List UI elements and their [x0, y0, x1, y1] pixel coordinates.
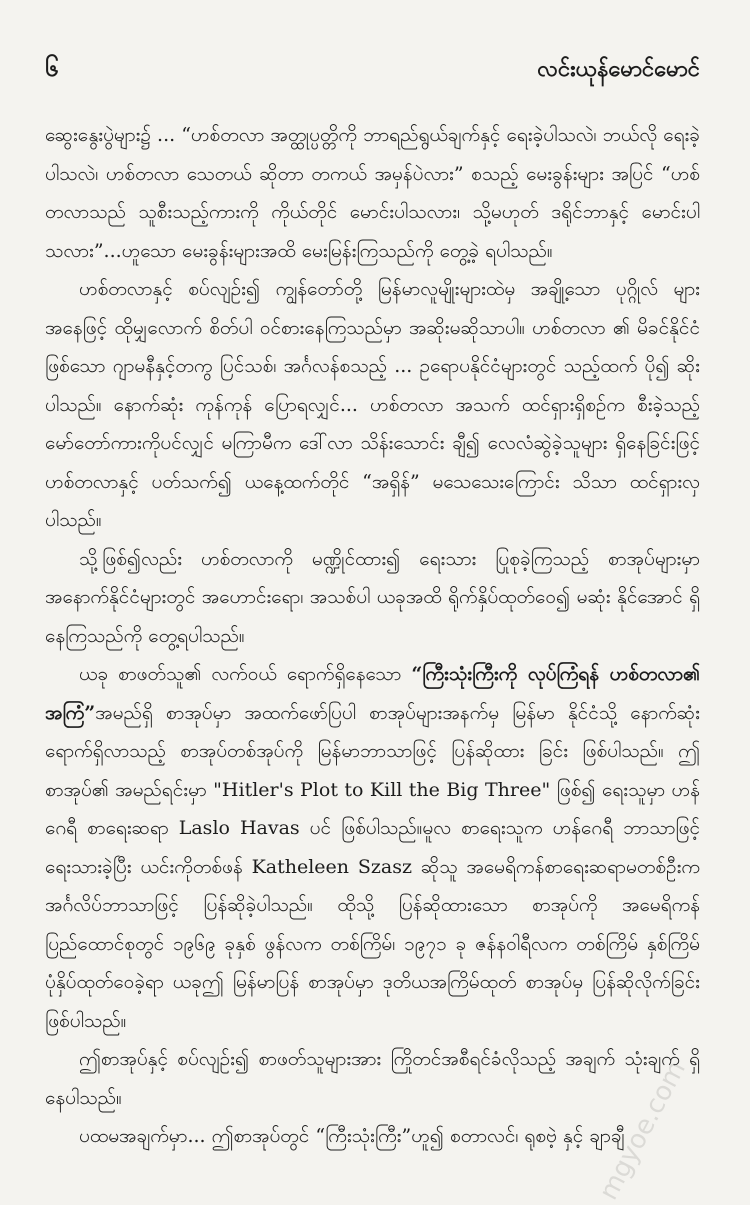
- paragraph-p1: [45, 116, 700, 270]
- page-header: [45, 52, 700, 106]
- watermark: mgyoe.com: [593, 1055, 692, 1205]
- page-number: ၆: [45, 53, 59, 82]
- paragraph-text: ပထမအချက်မှာ... ဤစာအုပ်တွင် “ကြီးသုံးကြီး”ဟူ၍ စတာလင်၊ ရုစဗဲ့ နှင့် ချာချီ: [79, 1125, 625, 1147]
- body-text: [45, 116, 700, 1156]
- paragraph-text: ဟစ်တလာနှင့် စပ်လျဉ်း၍ ကျွန်တော်တို့ မြန်မာလူမျိုးများထဲမှ အချို့သော ပုဂ္ဂိုလ် များအနေဖြင့် ထိုမျှလောက် စိတ်ပါ ဝင်စားနေကြသည်မှာ အဆိုးမဆိုသာပါ။ ဟစ်တလာ ၏ မိခင်နိုင်ငံ ဖြစ်သော ဂျာမနီနှင့်တကွ ပြင်သစ်၊ အင်္ဂလန်စသည့် ... ဥရောပနိုင်ငံများတွင် သည့်ထက် ပို၍ ဆိုးပါသည်။ နောက်ဆုံး ကုန်ကုန် ပြောရလျှင်... ဟစ်တလာ အသက် ထင်ရှားရှိစဉ်က စီးခဲ့သည့် မော်တော်ကားကိုပင်လျှင် မကြာမီက ဒေါ်လာ သိန်းသောင်း ချီ၍ လေလံဆွဲခဲ့သူများ ရှိနေခြင်းဖြင့် ဟစ်တလာနှင့် ပတ်သက်၍ ယနေ့ထက်တိုင် “အရှိန်” မသေသေးကြောင်း သိသာ ထင်ရှားလှပါသည်။: [45, 278, 700, 531]
- paragraph-p4: [45, 655, 700, 1040]
- paragraph-text: ဆွေးနွေးပွဲများ၌ ... “ဟစ်တလာ အတ္ထုပ္ပတ္တိကို ဘာရည်ရွယ်ချက်နှင့် ရေးခဲ့ပါသလဲ၊ ဘယ်လို ရေးခဲ့ပါသလဲ၊ ဟစ်တလာ သေတယ် ဆိုတာ တကယ် အမှန်ပဲလား” စသည့် မေးခွန်းများ အပြင် “ဟစ်တလာသည် သူစီးသည့်ကားကို ကိုယ်တိုင် မောင်းပါသလား၊ သို့မဟုတ် ဒရိုင်ဘာနှင့် မောင်းပါသလား”...ဟူသော မေးခွန်းများအထိ မေးမြန်းကြသည်ကို တွေ့ခဲ့ ရပါသည်။: [45, 124, 700, 262]
- paragraph-p2: [45, 270, 700, 540]
- paragraph-p6: [45, 1117, 700, 1156]
- paragraph-text: အမည်ရှိ စာအုပ်မှာ အထက်ဖော်ပြပါ စာအုပ်များအနက်မှ မြန်မာ နိုင်ငံသို့ နောက်ဆုံး ရောက်ရှိလာသည့် စာအုပ်တစ်အုပ်ကို မြန်မာဘာသာဖြင့် ပြန်ဆိုထား ခြင်း ဖြစ်ပါသည်။ ဤစာအုပ်၏ အမည်ရင်းမှာ "Hitler's Plot to Kill the Big Three" ဖြစ်၍ ရေးသူမှာ ဟန်ဂေရီ စာရေးဆရာ Laslo Havas ပင် ဖြစ်ပါသည်။မူလ စာရေးသူက ဟန်ဂေရီ ဘာသာဖြင့် ရေးသားခဲ့ပြီး ယင်းကိုတစ်ဖန် Katheleen Szasz ဆိုသူ အမေရိကန်စာရေးဆရာမတစ်ဦးက အင်္ဂလိပ်ဘာသာဖြင့် ပြန်ဆိုခဲ့ပါသည်။ ထိုသို့ ပြန်ဆိုထားသော စာအုပ်ကို အမေရိကန် ပြည်ထောင်စုတွင် ၁၉၆၉ ခုနှစ် ဖွန်လက တစ်ကြိမ်၊ ၁၉၇၁ ခု ဇန်နဝါရီလက တစ်ကြိမ် နှစ်ကြိမ်ပုံနှိပ်ထုတ်ဝေခဲ့ရာ ယခုဤ မြန်မာပြန် စာအုပ်မှာ ဒုတိယအကြိမ်ထုတ် စာအုပ်မှ ပြန်ဆိုလိုက်ခြင်း ဖြစ်ပါသည်။: [45, 701, 700, 1032]
- paragraph-text: သို့ဖြစ်၍လည်း ဟစ်တလာကို မဏ္ဍိုင်ထား၍ ရေးသား ပြုစုခဲ့ကြသည့် စာအုပ်များမှာ အနောက်နိုင်ငံများတွင် အဟောင်းရော၊ အသစ်ပါ ယခုအထိ ရိုက်နှိပ်ထုတ်ဝေ၍ မဆုံး နိုင်အောင် ရှိနေကြသည်ကို တွေ့ရပါသည်။: [45, 547, 700, 647]
- bold-book-title: “ကြီးသုံးကြီးကို လုပ်ကြံရန် ဟစ်တလာ၏ အကြံ”: [45, 663, 700, 724]
- paragraph-p5: [45, 1040, 700, 1117]
- paragraph-p3: [45, 540, 700, 656]
- paragraph-text: ဤစာအုပ်နှင့် စပ်လျဉ်း၍ စာဖတ်သူများအား ကြိုတင်အစီရင်ခံလိုသည့် အချက် သုံးချက် ရှိနေပါသည်။: [45, 1048, 700, 1109]
- paragraph-text: ယခု စာဖတ်သူ၏ လက်ဝယ် ရောက်ရှိနေသော: [79, 663, 412, 685]
- running-head-author: လင်းယုန်မောင်မောင်: [537, 56, 700, 82]
